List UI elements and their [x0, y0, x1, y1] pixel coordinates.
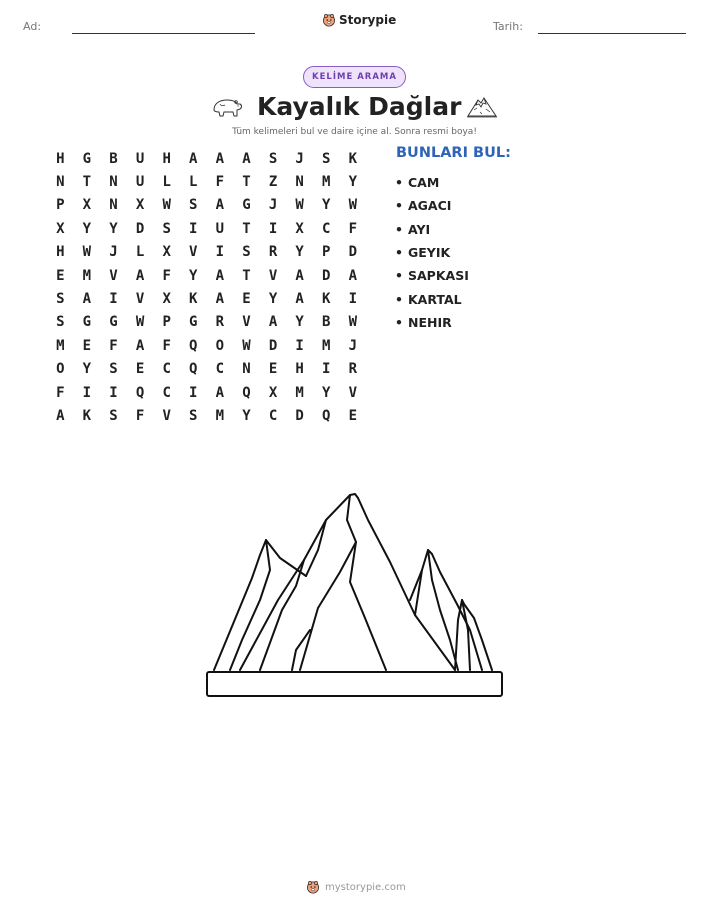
grid-letter[interactable]: M [322, 337, 331, 354]
grid-letter[interactable]: V [348, 384, 358, 401]
grid-row [47, 287, 366, 310]
word-label: AYI [408, 221, 431, 237]
grid-letter[interactable]: E [348, 407, 358, 424]
grid-letter[interactable]: F [135, 407, 145, 424]
grid-letter[interactable]: N [56, 174, 65, 191]
word-label: AGACI [408, 198, 452, 214]
brand-name: Storypie [339, 13, 397, 27]
grid-letter[interactable]: K [348, 150, 358, 167]
grid-letter[interactable]: S [189, 197, 198, 214]
word-label: SAPKASI [408, 268, 469, 284]
word-list-item [395, 264, 469, 287]
grid-letter[interactable]: A [348, 267, 358, 284]
grid-letter[interactable]: V [135, 291, 145, 308]
grid-letter[interactable]: M [82, 267, 92, 284]
word-label: CAM [408, 175, 440, 191]
grid-letter[interactable]: H [295, 361, 304, 378]
grid-letter[interactable]: X [162, 244, 171, 261]
grid-letter[interactable]: K [322, 291, 331, 308]
grid-row [47, 194, 366, 217]
date-label: Tarih: [493, 20, 523, 33]
grid-letter[interactable]: S [189, 407, 198, 424]
grid-letter[interactable]: W [348, 314, 358, 331]
grid-letter[interactable]: W [82, 244, 92, 261]
grid-letter[interactable]: D [135, 220, 145, 237]
name-line [72, 33, 255, 34]
grid-letter[interactable]: I [268, 220, 278, 237]
grid-letter[interactable]: R [215, 314, 225, 331]
grid-letter[interactable]: V [189, 244, 198, 261]
grid-letter[interactable]: B [322, 314, 331, 331]
grid-letter[interactable]: E [56, 267, 65, 284]
word-list [395, 171, 469, 334]
grid-letter[interactable]: Y [348, 174, 358, 191]
grid-letter[interactable]: S [242, 244, 251, 261]
grid-letter[interactable]: X [135, 197, 145, 214]
word-list-item [395, 171, 469, 194]
grid-letter[interactable]: F [215, 174, 225, 191]
name-label: Ad: [23, 20, 42, 33]
grid-letter[interactable]: A [295, 267, 304, 284]
grid-letter[interactable]: I [215, 244, 225, 261]
grid-letter[interactable]: A [268, 314, 278, 331]
grid-letter[interactable]: L [189, 174, 198, 191]
grid-letter[interactable]: B [109, 150, 118, 167]
grid-letter[interactable]: P [56, 197, 65, 214]
grid-letter[interactable]: S [56, 314, 65, 331]
grid-letter[interactable]: Y [82, 220, 92, 237]
grid-letter[interactable]: G [189, 314, 198, 331]
grid-letter[interactable]: E [268, 361, 278, 378]
grid-letter[interactable]: T [242, 267, 251, 284]
grid-letter[interactable]: Y [322, 197, 331, 214]
grid-letter[interactable]: V [268, 267, 278, 284]
grid-letter[interactable]: I [189, 384, 198, 401]
grid-letter[interactable]: Y [295, 314, 304, 331]
grid-letter[interactable]: A [215, 291, 225, 308]
grid-letter[interactable]: I [295, 337, 304, 354]
word-label: NEHIR [408, 314, 452, 330]
grid-letter[interactable]: L [135, 244, 145, 261]
grid-letter[interactable]: Q [322, 407, 331, 424]
grid-letter[interactable]: J [268, 197, 278, 214]
grid-letter[interactable]: U [135, 150, 145, 167]
grid-letter[interactable]: V [109, 267, 118, 284]
word-list-title: BUNLARI BUL: [396, 145, 511, 161]
grid-letter[interactable]: S [268, 150, 278, 167]
grid-letter[interactable]: D [295, 407, 304, 424]
word-list-item [395, 241, 469, 264]
bullet: • [395, 175, 403, 191]
grid-letter[interactable]: X [162, 291, 171, 308]
grid-letter[interactable]: I [322, 361, 331, 378]
word-list-item [395, 287, 469, 310]
grid-letter[interactable]: N [295, 174, 304, 191]
grid-letter[interactable]: Z [268, 174, 278, 191]
grid-letter[interactable]: F [56, 384, 65, 401]
word-list-item [395, 218, 469, 241]
bullet: • [395, 314, 403, 330]
footer [306, 880, 406, 894]
grid-letter[interactable]: F [109, 337, 118, 354]
grid-letter[interactable]: A [135, 267, 145, 284]
grid-letter[interactable]: Y [322, 384, 331, 401]
brand [322, 13, 396, 27]
grid-letter[interactable]: T [242, 220, 251, 237]
storypie-logo-icon [306, 880, 320, 894]
grid-letter[interactable]: M [56, 337, 65, 354]
grid-letter[interactable]: J [295, 150, 304, 167]
grid-letter[interactable]: H [56, 150, 65, 167]
grid-letter[interactable]: M [215, 407, 225, 424]
grid-letter[interactable]: F [162, 267, 171, 284]
grid-letter[interactable]: A [242, 150, 251, 167]
grid-letter[interactable]: E [82, 337, 92, 354]
grid-letter[interactable]: D [268, 337, 278, 354]
grid-letter[interactable]: Y [82, 361, 92, 378]
word-label: KARTAL [408, 291, 462, 307]
mountain-icon [466, 92, 498, 120]
grid-row [47, 311, 366, 334]
grid-row [47, 217, 366, 240]
bullet: • [395, 268, 403, 284]
grid-letter[interactable]: O [215, 337, 225, 354]
grid-letter[interactable]: I [348, 291, 358, 308]
grid-letter[interactable]: A [295, 291, 304, 308]
grid-letter[interactable]: W [242, 337, 251, 354]
grid-letter[interactable]: P [162, 314, 171, 331]
grid-letter[interactable]: I [109, 384, 118, 401]
grid-letter[interactable]: I [189, 220, 198, 237]
grid-letter[interactable]: Q [242, 384, 251, 401]
grid-letter[interactable]: I [82, 384, 92, 401]
grid-letter[interactable]: S [109, 361, 118, 378]
grid-letter[interactable]: S [109, 407, 118, 424]
grid-letter[interactable]: F [348, 220, 358, 237]
grid-letter[interactable]: C [215, 361, 225, 378]
grid-letter[interactable]: K [189, 291, 198, 308]
grid-letter[interactable]: X [268, 384, 278, 401]
grid-letter[interactable]: K [82, 407, 92, 424]
grid-letter[interactable]: G [82, 150, 92, 167]
bullet: • [395, 291, 403, 307]
grid-letter[interactable]: X [295, 220, 304, 237]
grid-row [47, 381, 366, 404]
grid-letter[interactable]: W [135, 314, 145, 331]
grid-letter[interactable]: C [162, 384, 171, 401]
grid-letter[interactable]: X [56, 220, 65, 237]
grid-letter[interactable]: M [322, 174, 331, 191]
grid-letter[interactable]: Y [189, 267, 198, 284]
grid-letter[interactable]: D [322, 267, 331, 284]
grid-letter[interactable]: U [215, 220, 225, 237]
grid-letter[interactable]: Y [295, 244, 304, 261]
mountain-illustration [200, 490, 510, 702]
date-line [538, 33, 686, 34]
grid-letter[interactable]: A [56, 407, 65, 424]
grid-letter[interactable]: C [162, 361, 171, 378]
grid-letter[interactable]: C [322, 220, 331, 237]
grid-letter[interactable]: A [215, 197, 225, 214]
grid-letter[interactable]: A [135, 337, 145, 354]
grid-letter[interactable]: U [135, 174, 145, 191]
grid-letter[interactable]: S [56, 291, 65, 308]
word-list-item [395, 194, 469, 217]
bullet: • [395, 245, 403, 261]
grid-row [47, 264, 366, 287]
grid-letter[interactable]: Q [189, 337, 198, 354]
grid-letter[interactable]: R [268, 244, 278, 261]
grid-row [47, 147, 366, 170]
word-label: GEYIK [408, 245, 451, 261]
grid-letter[interactable]: Q [189, 361, 198, 378]
grid-letter[interactable]: W [162, 197, 171, 214]
grid-letter[interactable]: P [322, 244, 331, 261]
bullet: • [395, 198, 403, 214]
grid-row [47, 170, 366, 193]
grid-row [47, 404, 366, 427]
grid-letter[interactable]: I [109, 291, 118, 308]
grid-letter[interactable]: X [82, 197, 92, 214]
word-search-grid [47, 147, 366, 428]
grid-row [47, 358, 366, 381]
page-title: Kayalık Dağlar [257, 92, 462, 121]
grid-letter[interactable]: G [109, 314, 118, 331]
grid-letter[interactable]: Y [242, 407, 251, 424]
grid-letter[interactable]: D [348, 244, 358, 261]
grid-letter[interactable]: A [215, 384, 225, 401]
footer-url: mystorypie.com [325, 881, 406, 893]
grid-letter[interactable]: T [242, 174, 251, 191]
grid-letter[interactable]: M [295, 384, 304, 401]
grid-letter[interactable]: W [348, 197, 358, 214]
grid-letter[interactable]: S [162, 220, 171, 237]
grid-letter[interactable]: E [242, 291, 251, 308]
grid-letter[interactable]: Y [268, 291, 278, 308]
grid-letter[interactable]: E [135, 361, 145, 378]
grid-letter[interactable]: F [162, 337, 171, 354]
grid-letter[interactable]: T [82, 174, 92, 191]
bear-icon [211, 94, 243, 120]
grid-letter[interactable]: L [162, 174, 171, 191]
grid-letter[interactable]: V [242, 314, 251, 331]
grid-letter[interactable]: J [348, 337, 358, 354]
grid-letter[interactable]: Q [135, 384, 145, 401]
grid-letter[interactable]: A [215, 150, 225, 167]
grid-letter[interactable]: A [189, 150, 198, 167]
grid-letter[interactable]: A [82, 291, 92, 308]
grid-letter[interactable]: C [268, 407, 278, 424]
grid-letter[interactable]: J [109, 244, 118, 261]
grid-letter[interactable]: H [162, 150, 171, 167]
grid-letter[interactable]: G [82, 314, 92, 331]
grid-letter[interactable]: H [56, 244, 65, 261]
grid-letter[interactable]: V [162, 407, 171, 424]
grid-letter[interactable]: Y [109, 220, 118, 237]
instructions: Tüm kelimeleri bul ve daire içine al. Sonra resmi boya! [232, 127, 477, 137]
grid-letter[interactable]: N [242, 361, 251, 378]
grid-row [47, 241, 366, 264]
storypie-logo-icon [322, 13, 336, 27]
word-list-item [395, 311, 469, 334]
worksheet-type-badge: KELİME ARAMA [303, 66, 406, 88]
grid-letter[interactable]: W [295, 197, 304, 214]
grid-letter[interactable]: G [242, 197, 251, 214]
grid-row [47, 334, 366, 357]
grid-letter[interactable]: N [109, 174, 118, 191]
grid-letter[interactable]: S [322, 150, 331, 167]
grid-letter[interactable]: O [56, 361, 65, 378]
grid-letter[interactable]: R [348, 361, 358, 378]
grid-letter[interactable]: N [109, 197, 118, 214]
grid-letter[interactable]: A [215, 267, 225, 284]
bullet: • [395, 221, 403, 237]
